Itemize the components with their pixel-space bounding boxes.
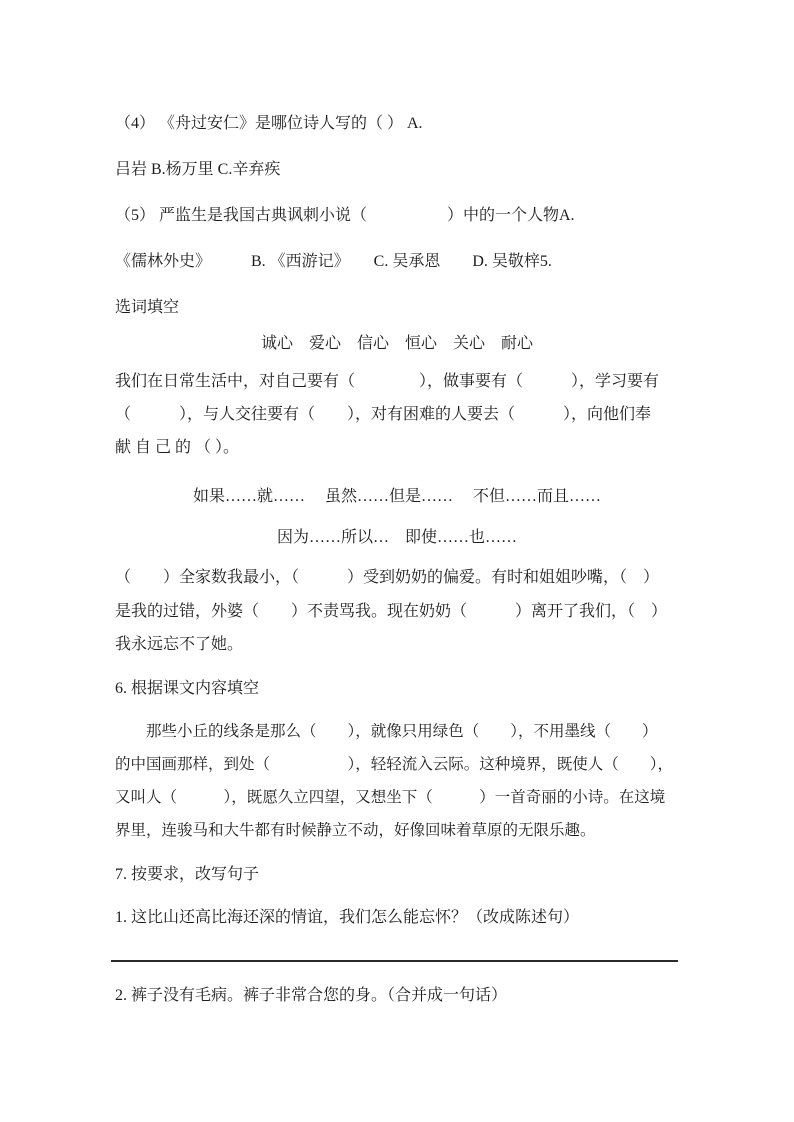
question-7-item-2: 2. 裤子没有毛病。裤子非常合您的身。（合并成一句话）: [115, 987, 508, 1004]
conjunction-passage-line-1: （ ）全家数我最小，（ ）受到奶奶的偏爱。有时和姐姐吵嘴，（ ）: [115, 569, 660, 586]
question-6-passage-line-2: 的中国画那样，到处（ ），轻轻流入云际。这种境界，既使人（ ），: [115, 756, 674, 773]
question-6-passage-line-4: 界里，连骏马和大牛都有时候静立不动，好像回味着草原的无限乐趣。: [115, 822, 596, 839]
conjunction-passage-line-2: 是我的过错，外婆（ ）不责骂我。现在奶奶（ ）离开了我们，（ ）: [115, 603, 668, 620]
conjunction-passage-line-3: 我永远忘不了她。: [115, 636, 244, 653]
question-7-item-1: 1. 这比山还高比海还深的情谊，我们怎么能忘怀？（改成陈述句）: [115, 909, 580, 926]
question-5-options: 《儒林外史》 B. 《西游记》 C. 吴承恩 D. 吴敬梓5.: [115, 253, 552, 270]
question-6-passage-line-1: 那些小丘的线条是那么（ ），就像只用绿色（ ），不用墨线（ ）: [115, 723, 658, 740]
question-4-options: 吕岩 B.杨万里 C.辛弃疾: [115, 161, 281, 178]
word-fill-title: 选词填空: [115, 299, 180, 316]
word-fill-passage-line-1: 我们在日常生活中，对自己要有（ ），做事要有（ ），学习要有: [115, 373, 660, 390]
answer-line: [111, 960, 678, 962]
question-6-title: 6. 根据课文内容填空: [115, 680, 260, 697]
question-6-passage-line-3: 又叫人（ ），既愿久立四望，又想坐下（ ）一首奇丽的小诗。在这境: [115, 789, 666, 806]
question-7-title: 7. 按要求，改写句子: [115, 866, 260, 883]
conjunction-bank-line-2: 因为……所以… 即使……也……: [276, 529, 517, 546]
word-fill-passage-line-3: 献 自 己 的 （ ）。: [115, 439, 240, 456]
word-fill-passage-line-2: （ ），与人交往要有（ ），对有困难的人要去（ ），向他们奉: [115, 406, 652, 423]
conjunction-bank-line-1: 如果……就…… 虽然……但是…… 不但……而且……: [192, 488, 601, 505]
word-bank: 诚心 爱心 信心 恒心 关心 耐心: [260, 335, 533, 352]
question-5-stem: （5） 严监生是我国古典讽刺小说（ ）中的一个人物A.: [115, 207, 575, 224]
question-4-stem: （4） 《舟过安仁》是哪位诗人写的（ ） A.: [115, 115, 423, 132]
